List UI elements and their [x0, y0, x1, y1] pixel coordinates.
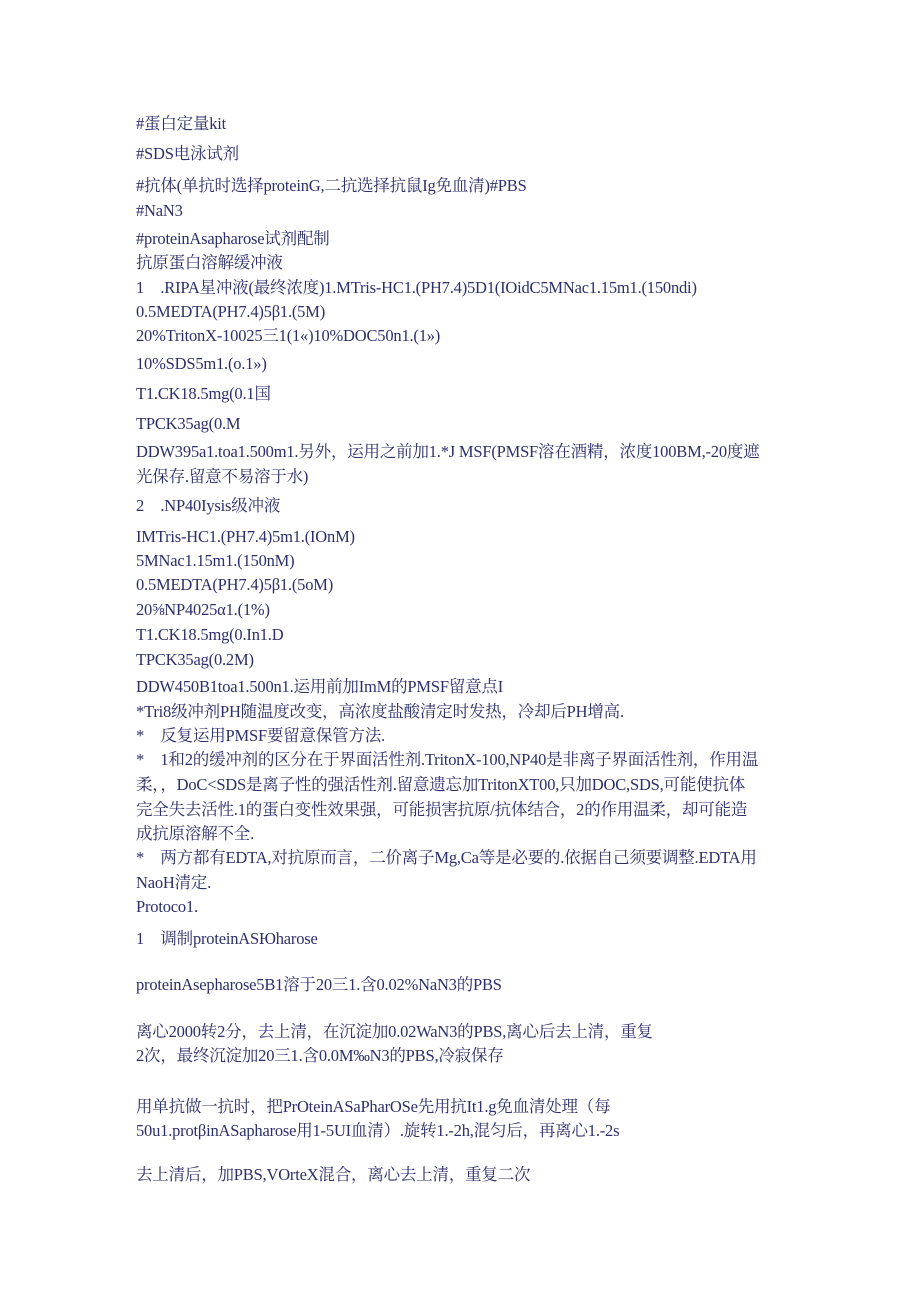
text-line: 5MNac1.15m1.(150nM): [136, 551, 295, 570]
text-line: #SDS电泳试剂: [136, 144, 239, 163]
text-line: DDW395a1.toa1.500m1.另外，运用之前加1.*J MSF(PMSF溶在酒精，浓度100BM,-20度遮: [136, 442, 760, 461]
text-line: TPCK35ag(0.M: [136, 414, 241, 433]
note-line: 柔，，DoC<SDS是离子性的强活性剂.留意遗忘加TritonXT00,只加DOC,SDS,可能使抗体: [136, 775, 746, 794]
text-line: 0.5MEDTA(PH7.4)5β1.(5M): [136, 302, 326, 321]
text-line: 1 .RIPA星冲液(最终浓度)1.MTris-HC1.(PH7.4)5D1(IOidC5MNac1.15m1.(150ndi): [136, 278, 697, 297]
text-line: 光保存.留意不易溶于水): [136, 467, 309, 486]
text-line: 2次，最终沉淀加20三1.含0.0M‰N3的PBS,冷寂保存: [136, 1046, 504, 1065]
note-line: 完全失去活性.1的蛋白变性效果强，可能损害抗原/抗体结合，2的作用温柔，却可能造: [136, 800, 748, 819]
text-line: #抗体(单抗时选择proteinG,二抗选择抗鼠Ig免血清)#PBS: [136, 176, 527, 195]
note-line: NaoH清定.: [136, 873, 212, 892]
text-line: Protoco1.: [136, 897, 198, 916]
text-line: 离心2000转2分，去上清，在沉淀加0.02WaN3的PBS,离心后去上清，重复: [136, 1022, 653, 1041]
text-line: T1.CK18.5mg(0.In1.D: [136, 625, 284, 644]
text-line: TPCK35ag(0.2M): [136, 650, 254, 669]
text-line: #proteinAsapharose试剂配制: [136, 229, 330, 248]
note-line: * 1和2的缓冲剂的区分在于界面活性剂.TritonX-100,NP40是非离子界面活性剂，作用温: [136, 750, 759, 769]
text-line: 50u1.protβinASapharose用1-5UI血清）.旋转1.-2h,混匀后，再离心1.-2s: [136, 1121, 620, 1140]
note-line: * 两方都有EDTA,对抗原而言，二价离子Mg,Ca等是必要的.依据自己须要调整.EDTA用: [136, 848, 757, 867]
text-line: 2 .NP40Iysis级冲液: [136, 496, 281, 515]
note-line: *Tri8级冲剂PH随温度改变，高浓度盐酸清定时发热，冷却后PH增高.: [136, 702, 624, 721]
note-line: 成抗原溶解不全.: [136, 824, 255, 843]
text-line: IMTris-HC1.(PH7.4)5m1.(IOnM): [136, 527, 355, 546]
text-line: DDW450B1toa1.500n1.运用前加ImM的PMSF留意点I: [136, 677, 504, 696]
text-line: #蛋白定量kit: [136, 114, 227, 133]
note-line: * 反复运用PMSF要留意保管方法.: [136, 726, 385, 745]
text-line: #NaN3: [136, 201, 183, 220]
section-heading: 抗原蛋白溶解缓冲液: [136, 253, 283, 272]
text-line: proteinAsepharose5B1溶于20三1.含0.02%NaN3的PBS: [136, 975, 502, 994]
text-line: 0.5MEDTA(PH7.4)5β1.(5oM): [136, 575, 334, 594]
text-line: 20⅝NP4025α1.(1%): [136, 600, 270, 619]
text-line: T1.CK18.5mg(0.1国: [136, 384, 271, 403]
text-line: 20%TritonX-10025三1(1«)10%DOC50n1.(1»): [136, 326, 441, 345]
text-line: 10%SDS5m1.(o.1»): [136, 354, 267, 373]
text-line: 去上清后，加PBS,VOrteX混合，离心去上清，重复二次: [136, 1165, 531, 1184]
step-heading: 1 调制proteinASЮharose: [136, 929, 318, 948]
text-line: 用单抗做一抗时，把PrOteinASaPharOSe先用抗It1.g免血清处理（每: [136, 1097, 611, 1116]
